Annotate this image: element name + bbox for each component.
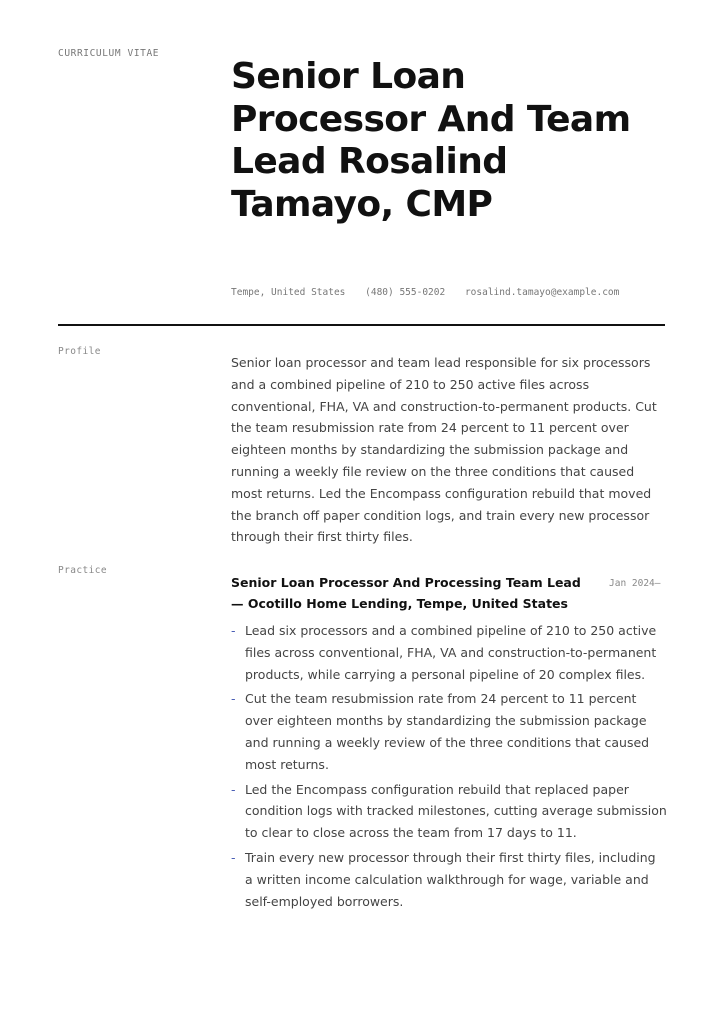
bullet-text: Cut the team resubmission rate from 24 percent to 11 percent over eighteen months by standardizing the submission package and running a weekly review of the three conditions that caused most returns. bbox=[245, 691, 650, 772]
job-title: Senior Loan Processor And Processing Team Lead — Ocotillo Home Lending, Tempe, United States bbox=[231, 575, 581, 611]
list-item bbox=[231, 620, 667, 685]
bullet-marker: - bbox=[231, 623, 236, 638]
profile-section-label: Profile bbox=[58, 346, 101, 357]
job-bullet-list bbox=[231, 620, 667, 915]
page-title: Senior Loan Processor And Team Lead Rosalind Tamayo, CMP bbox=[231, 56, 631, 225]
list-item bbox=[231, 688, 667, 775]
bullet-marker: - bbox=[231, 781, 236, 797]
profile-summary: Senior loan processor and team lead responsible for six processors and a combined pipeline of 210 to 250 active files across conventional, FHA, VA and construction-to-permanent products. Cut the team resubmission rate from 24 percent to 11 percent over eighteen months by standardizing the submission package and running a weekly file review on the three conditions that caused most returns. Led the Encompass configuration rebuild that moved the branch off paper condition logs, and train every new processor through their first thirty files. bbox=[231, 355, 657, 545]
bullet-marker: - bbox=[231, 849, 236, 865]
contact-phone: (480) 555-0202 bbox=[365, 287, 446, 298]
bullet-text: Lead six processors and a combined pipeline of 210 to 250 active files across conventional, FHA, VA and construction-to-permanent products, while carrying a personal pipeline of 20 complex files. bbox=[245, 623, 657, 682]
document-eyebrow: CURRICULUM VITAE bbox=[58, 48, 160, 59]
list-item bbox=[231, 779, 667, 844]
bullet-text: Train every new processor through their first thirty files, including a written income calculation walkthrough for wage, variable and self-employed borrowers. bbox=[245, 849, 656, 909]
header-divider bbox=[58, 324, 665, 326]
practice-section-label: Practice bbox=[58, 565, 107, 576]
bullet-text: Led the Encompass configuration rebuild that replaced paper condition logs with tracked milestones, cutting average submission to clear to close across the team from 17 days to 11. bbox=[245, 781, 667, 841]
contact-line bbox=[231, 287, 633, 298]
contact-email: rosalind.tamayo@example.com bbox=[464, 287, 620, 298]
list-item bbox=[231, 847, 667, 912]
job-date: Jan 2024– bbox=[609, 578, 661, 589]
bullet-marker: - bbox=[231, 691, 236, 707]
contact-location: Tempe, United States bbox=[231, 287, 346, 298]
